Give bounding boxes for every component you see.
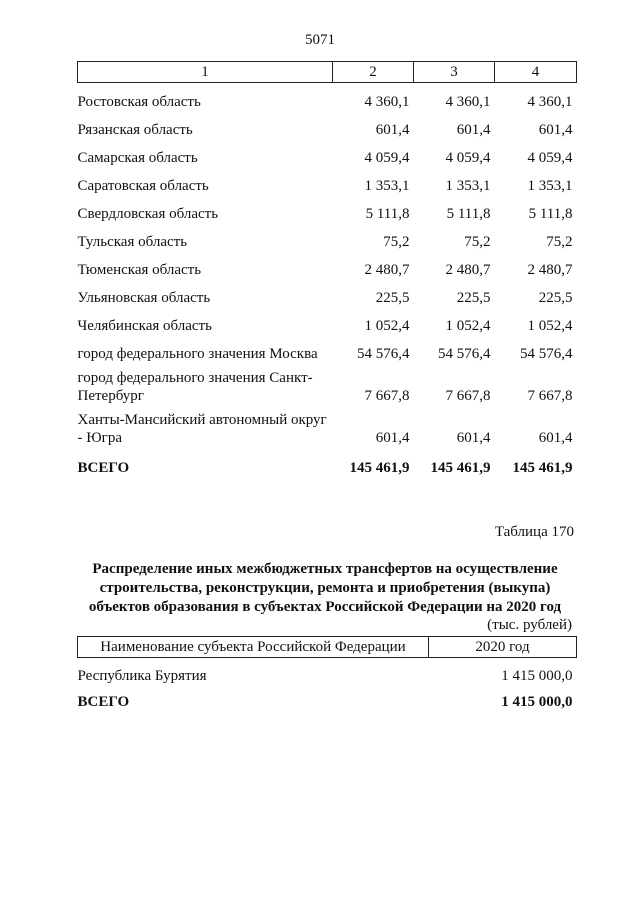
region-name: Ульяновская область	[77, 290, 211, 306]
table-heading	[80, 560, 570, 617]
heading-line: Распределение иных межбюджетных трансфертов на осуществление	[92, 561, 558, 577]
value-col4: 4 059,4	[527, 150, 573, 166]
region-name: город федерального значения Санкт-Петербург	[77, 370, 313, 404]
units-note: (тыс. рублей)	[487, 617, 572, 633]
total-value-col2: 145 461,9	[349, 460, 410, 476]
table1-total-row	[78, 447, 577, 477]
region-name: Ростовская область	[77, 94, 201, 110]
value-col3: 2 480,7	[445, 262, 491, 278]
column-number-1: 1	[78, 62, 333, 83]
column-number-2: 2	[333, 62, 414, 83]
value-col3: 4 360,1	[445, 94, 491, 110]
table-number-label: Таблица 170	[494, 524, 574, 540]
region-name: Ханты-Мансийский автономный округ - Югра	[77, 412, 327, 446]
value-col4: 4 360,1	[527, 94, 573, 110]
table-row	[78, 405, 577, 447]
value-col2: 7 667,8	[364, 388, 410, 404]
region-name: Саратовская область	[77, 178, 209, 194]
subject-name: Республика Бурятия	[77, 668, 207, 684]
value-col4: 1 353,1	[527, 178, 573, 194]
header-subject-name: Наименование субъекта Российской Федерации	[78, 637, 429, 658]
regional-distribution-table-continued	[77, 61, 577, 477]
education-transfers-table	[77, 636, 577, 711]
table-row	[78, 307, 577, 335]
value-col4: 7 667,8	[527, 388, 573, 404]
value-col3: 601,4	[456, 430, 491, 446]
total-label: ВСЕГО	[77, 694, 130, 710]
table2-total-row	[78, 685, 577, 711]
value-col4: 5 111,8	[528, 206, 573, 222]
table-row	[78, 83, 577, 112]
value-col3: 7 667,8	[445, 388, 491, 404]
heading-line: строительства, реконструкции, ремонта и приобретения (выкупа)	[99, 580, 551, 596]
total-value: 1 415 000,0	[501, 694, 573, 710]
value-col3: 5 111,8	[446, 206, 491, 222]
value-col2: 601,4	[375, 430, 410, 446]
value-col2: 75,2	[383, 234, 410, 250]
value-col2: 601,4	[375, 122, 410, 138]
value-col3: 4 059,4	[445, 150, 491, 166]
value-col3: 75,2	[464, 234, 491, 250]
value-col4: 75,2	[546, 234, 573, 250]
column-number-header	[78, 62, 577, 83]
table-row	[78, 335, 577, 363]
table2-body	[78, 658, 577, 712]
region-name: Рязанская область	[77, 122, 193, 138]
value-col2: 1 353,1	[364, 178, 410, 194]
total-label: ВСЕГО	[77, 460, 130, 476]
table2-header-row	[78, 637, 577, 658]
table-row	[78, 167, 577, 195]
total-value-col3: 145 461,9	[430, 460, 491, 476]
value-col2: 4 059,4	[364, 150, 410, 166]
page-number: 5071	[305, 32, 335, 48]
value-col3: 1 353,1	[445, 178, 491, 194]
table-row	[78, 139, 577, 167]
table-row	[78, 223, 577, 251]
column-number-3: 3	[414, 62, 495, 83]
value-col3: 225,5	[456, 290, 491, 306]
value-col3: 54 576,4	[438, 346, 491, 362]
heading-line: объектов образования в субъектах Российской Федерации на 2020 год	[88, 599, 562, 615]
value-col4: 601,4	[538, 430, 573, 446]
value-col2: 1 052,4	[364, 318, 410, 334]
total-value-col4: 145 461,9	[512, 460, 573, 476]
header-year: 2020 год	[429, 637, 577, 658]
value-col4: 2 480,7	[527, 262, 573, 278]
table-row	[78, 111, 577, 139]
table-row	[78, 195, 577, 223]
table-row	[78, 279, 577, 307]
value-col3: 1 052,4	[445, 318, 491, 334]
table-row	[78, 658, 577, 686]
table-row	[78, 251, 577, 279]
value-col2: 225,5	[375, 290, 410, 306]
region-name: Тульская область	[77, 234, 188, 250]
subject-value: 1 415 000,0	[501, 668, 573, 684]
column-number-4: 4	[495, 62, 577, 83]
value-col4: 225,5	[538, 290, 573, 306]
value-col4: 601,4	[538, 122, 573, 138]
value-col2: 2 480,7	[364, 262, 410, 278]
table-row	[78, 363, 577, 405]
region-name: Тюменская область	[77, 262, 202, 278]
region-name: город федерального значения Москва	[77, 346, 318, 362]
value-col4: 54 576,4	[520, 346, 573, 362]
table1-body	[78, 83, 577, 478]
value-col2: 54 576,4	[357, 346, 410, 362]
value-col2: 5 111,8	[365, 206, 410, 222]
value-col4: 1 052,4	[527, 318, 573, 334]
value-col3: 601,4	[456, 122, 491, 138]
region-name: Свердловская область	[77, 206, 219, 222]
region-name: Челябинская область	[77, 318, 212, 334]
value-col2: 4 360,1	[364, 94, 410, 110]
region-name: Самарская область	[77, 150, 198, 166]
